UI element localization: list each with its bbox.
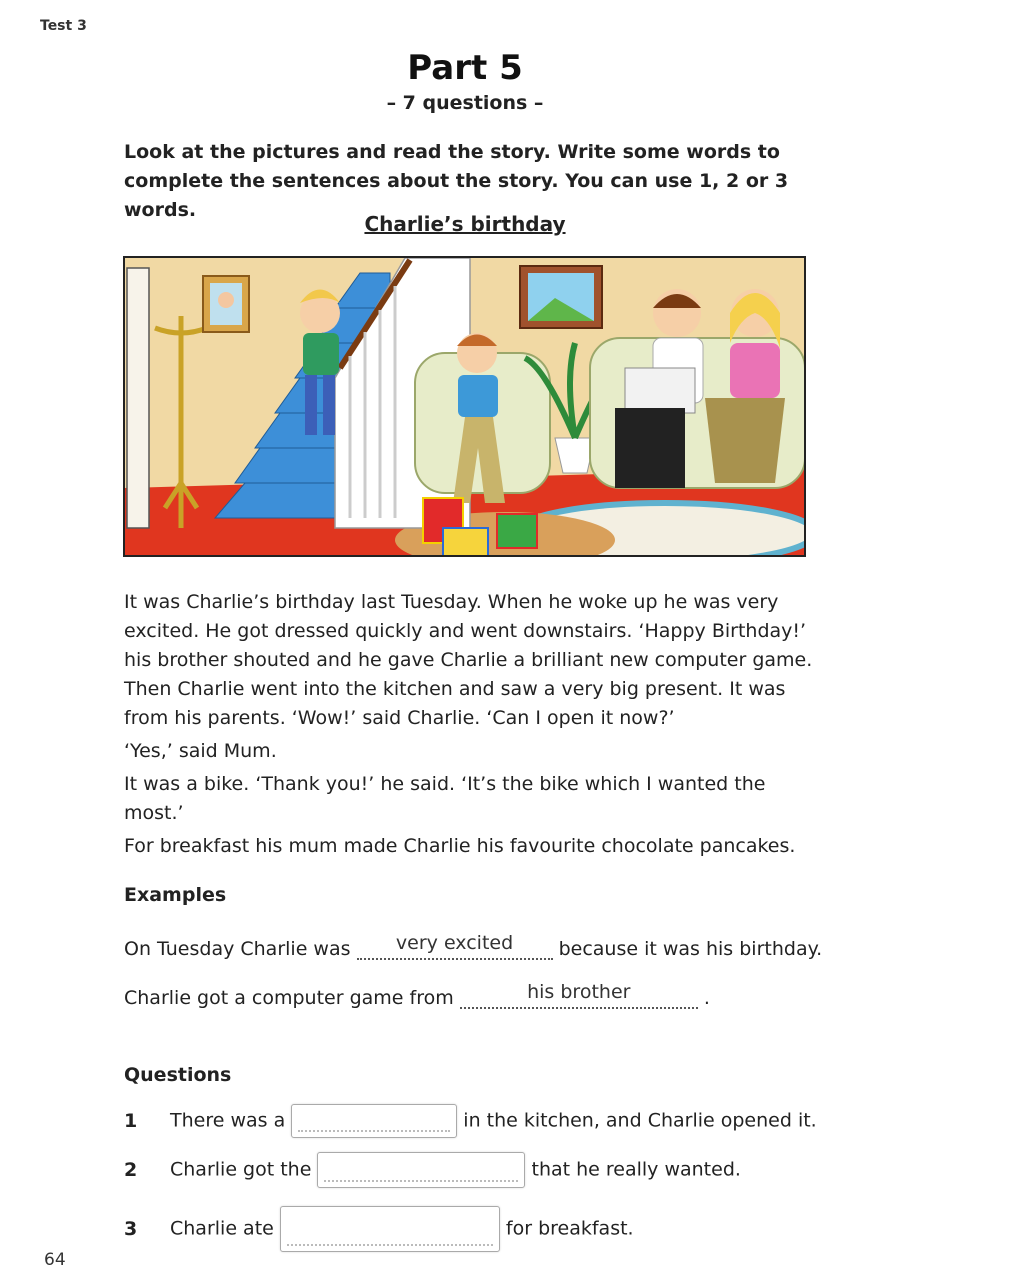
story-paragraph-1: It was Charlie’s birthday last Tuesday. When he woke up he was very excited. He got dressed quickly and went downstairs. ‘Happy Birthday!’ his brother shouted and he gave Charlie a brilliant new computer game. Then Charlie went into the kitchen and saw a very big present. It was from his parents. ‘Wow!’ said Charlie. ‘Can I open it now?’ (124, 591, 813, 729)
example-2-answer: his brother (527, 981, 631, 1003)
question-1-before: There was a (170, 1109, 292, 1132)
question-2-number: 2 (124, 1158, 138, 1181)
question-2-before: Charlie got the (170, 1158, 318, 1181)
instructions: Look at the pictures and read the story. Write some words to complete the sentences about the story. You can use 1, 2 or 3 words. (124, 141, 789, 221)
question-1-answer-box[interactable] (291, 1104, 457, 1138)
example-1-answer: very excited (395, 932, 514, 954)
examples-heading: Examples (124, 884, 227, 906)
questions-heading: Questions (124, 1064, 232, 1086)
question-1-after: in the kitchen, and Charlie opened it. (457, 1109, 817, 1132)
question-3 (124, 1206, 634, 1252)
example-2-answer-line (460, 981, 698, 1009)
test-label: Test 3 (40, 18, 87, 34)
question-3-before: Charlie ate (170, 1217, 280, 1240)
story-illustration (123, 256, 806, 557)
example-2 (124, 981, 710, 1009)
page-number: 64 (44, 1250, 66, 1270)
story-paragraph-4: For breakfast his mum made Charlie his favourite chocolate pancakes. (124, 835, 796, 857)
story-title: Charlie’s birthday (364, 212, 566, 236)
part-subtitle: – 7 questions – (386, 92, 544, 114)
door (127, 268, 149, 528)
question-2 (124, 1152, 741, 1188)
question-2-answer-box[interactable] (317, 1152, 525, 1188)
question-1-number: 1 (124, 1109, 138, 1132)
question-1 (124, 1104, 817, 1138)
example-1 (124, 932, 823, 960)
living-room-scene (125, 258, 806, 557)
question-3-number: 3 (124, 1217, 138, 1240)
story-text (124, 588, 824, 861)
newspaper-icon (625, 368, 695, 413)
story-paragraph-3: It was a bike. ‘Thank you!’ he said. ‘It’s the bike which I wanted the most.’ (124, 773, 766, 824)
question-2-after: that he really wanted. (525, 1158, 741, 1181)
example-1-after: because it was his birthday. (552, 938, 823, 960)
example-1-answer-line (357, 932, 553, 960)
example-2-after: . (697, 987, 710, 1009)
example-2-before: Charlie got a computer game from (124, 987, 460, 1009)
part-title: Part 5 (407, 48, 523, 88)
example-1-before: On Tuesday Charlie was (124, 938, 357, 960)
question-3-answer-box[interactable] (280, 1206, 500, 1252)
question-3-after: for breakfast. (499, 1217, 634, 1240)
story-paragraph-2: ‘Yes,’ said Mum. (124, 740, 277, 762)
